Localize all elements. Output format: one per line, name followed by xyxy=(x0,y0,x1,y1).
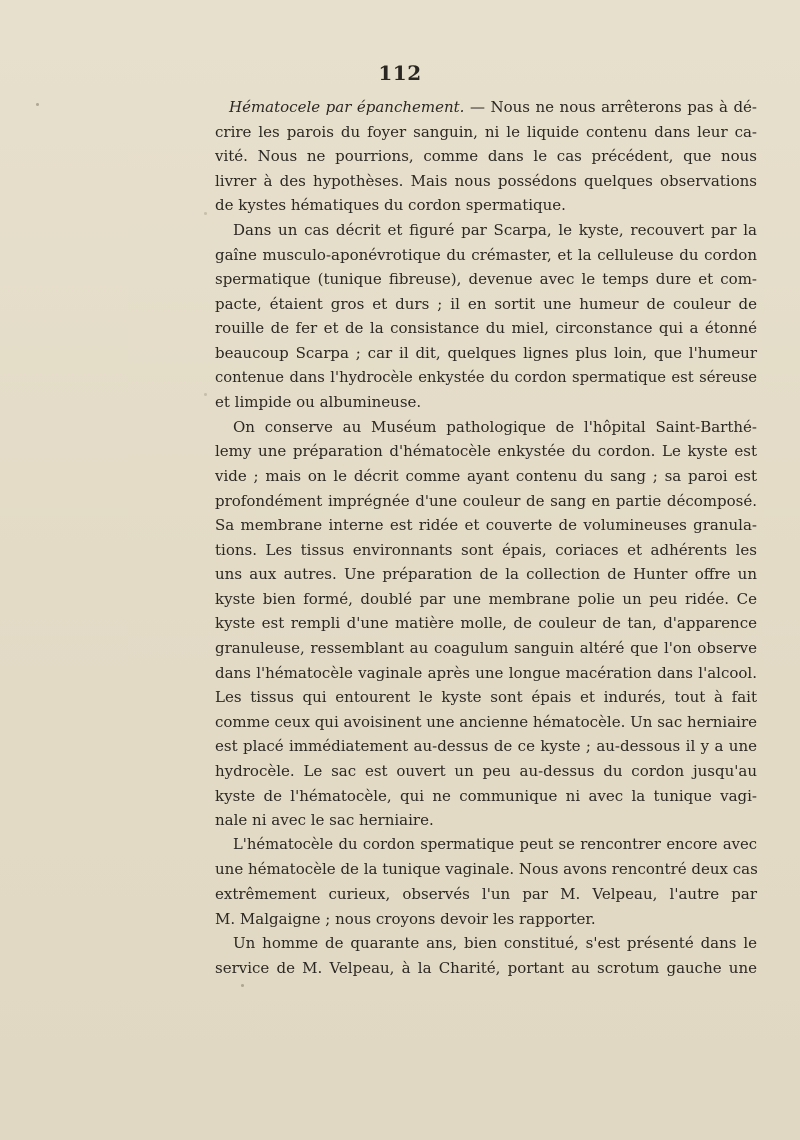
text-line: gaîne musculo-aponévrotique du crémaster, et la celluleuse du cordon xyxy=(215,245,757,264)
text-line: kyste est rempli d'une matière molle, de couleur de tan, d'apparence xyxy=(215,614,757,633)
text-line: comme ceux qui avoisinent une ancienne hématocèle. Un sac herniaire xyxy=(215,712,757,731)
text-line: lemy une préparation d'hématocèle enkystée du cordon. Le kyste est xyxy=(215,442,757,461)
text-line: de kystes hématiques du cordon spermatique. xyxy=(215,196,566,215)
text-line: profondément imprégnée d'une couleur de sang en partie décomposé. xyxy=(215,491,757,510)
text-line: kyste bien formé, doublé par une membrane polie un peu ridée. Ce xyxy=(215,589,757,608)
page-number: 112 xyxy=(378,61,422,85)
text-line: dans l'hématocèle vaginale après une longue macération dans l'alcool. xyxy=(215,663,757,682)
text-line: Dans un cas décrit et figuré par Scarpa, le kyste, recouvert par la xyxy=(233,220,757,239)
text-line: beaucoup Scarpa ; car il dit, quelques lignes plus loin, que l'humeur xyxy=(215,343,757,362)
text-line: livrer à des hypothèses. Mais nous possédons quelques observations xyxy=(215,171,757,190)
text-line: Sa membrane interne est ridée et couverte de volumineuses granula- xyxy=(215,516,757,535)
text-line: extrêmement curieux, observés l'un par M. Velpeau, l'autre par xyxy=(215,885,757,903)
body-text xyxy=(215,95,757,980)
text-line: L'hématocèle du cordon spermatique peut se rencontrer encore avec xyxy=(233,835,757,853)
text-line: rouille de fer et de la consistance du miel, circonstance qui a étonné xyxy=(215,319,757,338)
text-line: uns aux autres. Une préparation de la collection de Hunter offre un xyxy=(215,565,757,584)
text-line: Hématocele par épanchement. — Nous ne nous arrêterons pas à dé- xyxy=(229,98,757,116)
text-line: est placé immédiatement au-dessus de ce kyste ; au-dessous il y a une xyxy=(215,737,757,756)
text-line: Un homme de quarante ans, bien constitué, s'est présenté dans le xyxy=(233,934,757,953)
paper-speck xyxy=(241,984,244,987)
text-line: pacte, étaient gros et durs ; il en sortit une humeur de couleur de xyxy=(215,294,757,313)
text-line: granuleuse, ressemblant au coagulum sanguin altéré que l'on observe xyxy=(215,639,757,658)
paper-speck xyxy=(204,212,207,215)
text-line: spermatique (tunique fibreuse), devenue avec le temps dure et com- xyxy=(215,270,757,289)
text-line: Les tissus qui entourent le kyste sont épais et indurés, tout à fait xyxy=(215,688,757,707)
text-line: une hématocèle de la tunique vaginale. Nous avons rencontré deux cas xyxy=(215,860,758,879)
paper-speck xyxy=(204,393,207,396)
text-line: M. Malgaigne ; nous croyons devoir les rapporter. xyxy=(215,909,596,928)
text-line: nale ni avec le sac herniaire. xyxy=(215,811,434,830)
text-line: kyste de l'hématocèle, qui ne communique ni avec la tunique vagi- xyxy=(215,786,757,805)
paper-speck xyxy=(36,103,39,106)
text-line: tions. Les tissus environnants sont épais, coriaces et adhérents les xyxy=(215,540,757,559)
text-line: vité. Nous ne pourrions, comme dans le cas précédent, que nous xyxy=(215,147,757,166)
text-line: hydrocèle. Le sac est ouvert un peu au-dessus du cordon jusqu'au xyxy=(215,762,757,781)
text-line: vide ; mais on le décrit comme ayant contenu du sang ; sa paroi est xyxy=(215,466,757,485)
text-line: service de M. Velpeau, à la Charité, portant au scrotum gauche une xyxy=(215,958,757,977)
text-line: contenue dans l'hydrocèle enkystée du cordon spermatique est séreuse xyxy=(215,368,757,386)
text-line: crire les parois du foyer sanguin, ni le liquide contenu dans leur ca- xyxy=(215,122,757,141)
text-line: et limpide ou albumineuse. xyxy=(215,393,422,412)
text-line: On conserve au Muséum pathologique de l'hôpital Saint-Barthé- xyxy=(233,417,757,436)
section-heading-italic: Hématocele par épanchement. xyxy=(229,98,465,116)
